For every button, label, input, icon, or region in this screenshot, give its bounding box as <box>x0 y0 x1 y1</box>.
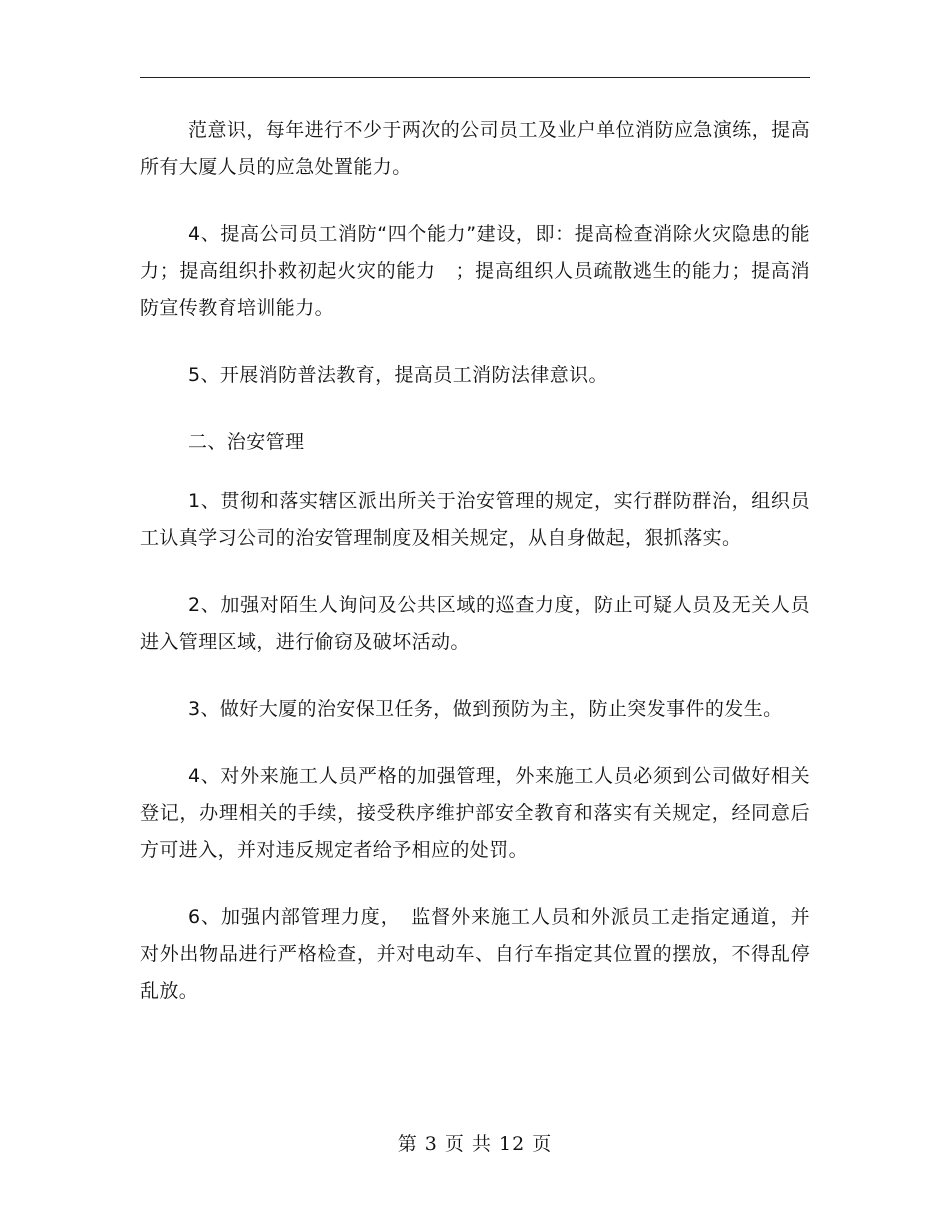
paragraph-continuation: 范意识，每年进行不少于两次的公司员工及业户单位消防应急演练，提高所有大厦人员的应急处置能力。 <box>140 119 810 178</box>
paragraph-item-2-patrol: 2、加强对陌生人询问及公共区域的巡查力度，防止可疑人员及无关人员进入管理区域，进行偷窃及破坏活动。 <box>140 594 810 653</box>
paragraph-item-4-contractors: 4、对外来施工人员严格的加强管理，外来施工人员必须到公司做好相关登记，办理相关的手续，接受秩序维护部安全教育和落实有关规定，经同意后方可进入，并对违反规定者给予相应的处罚。 <box>140 765 810 861</box>
page-number-footer: 第 3 页 共 12 页 <box>397 1133 553 1155</box>
paragraph-item-3-security-duty: 3、做好大厦的治安保卫任务，做到预防为主，防止突发事件的发生。 <box>188 698 783 720</box>
section-heading-security-management: 二、治安管理 <box>188 431 305 453</box>
paragraph-item-6-internal-management: 6、加强内部管理力度， 监督外来施工人员和外派员工走指定通道，并对外出物品进行严格检查，并对电动车、自行车指定其位置的摆放，不得乱停乱放。 <box>140 906 810 1002</box>
paragraph-item-4-four-abilities: 4、提高公司员工消防“四个能力”建设，即：提高检查消除火灾隐患的能力；提高组织扑救初起火灾的能力 ；提高组织人员疏散逃生的能力；提高消防宣传教育培训能力。 <box>140 223 810 319</box>
paragraph-item-5-legal-education: 5、开展消防普法教育，提高员工消防法律意识。 <box>188 364 608 386</box>
paragraph-item-1-regulations: 1、贯彻和落实辖区派出所关于治安管理的规定，实行群防群治，组织员工认真学习公司的治安管理制度及相关规定，从自身做起，狠抓落实。 <box>140 490 810 549</box>
body-text <box>140 112 810 1040</box>
header-rule <box>140 77 810 78</box>
